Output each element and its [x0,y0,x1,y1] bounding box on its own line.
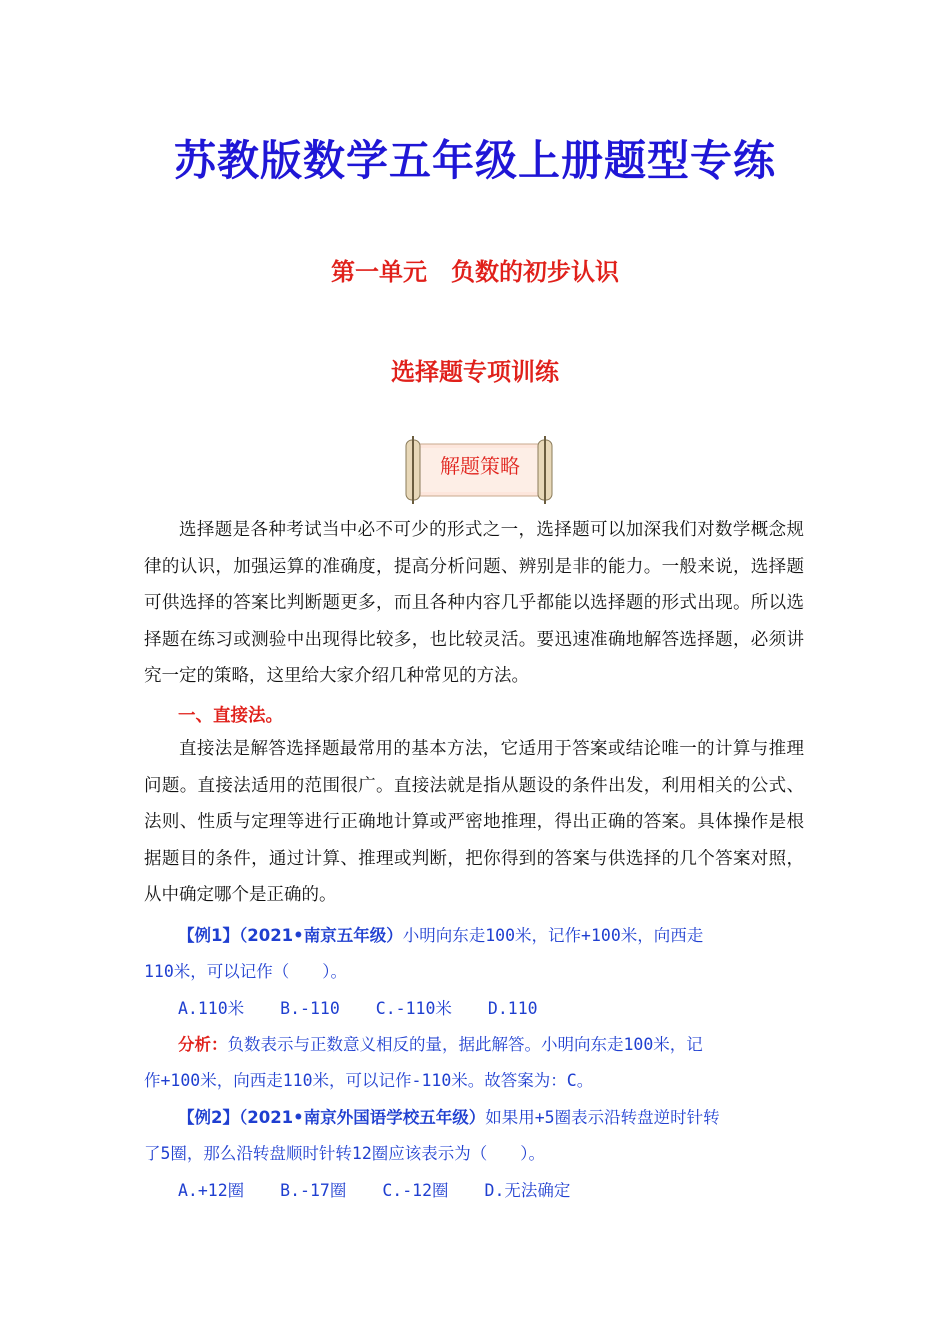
unit-heading: 第一单元 负数的初步认识 [331,258,619,286]
example1-analysis-line2: 作+100米，向西走110米，可以记作-110米。故答案为：C。 [144,1071,594,1090]
example2-option-a: A.+12圈 [178,1181,245,1200]
example2-question-text: 如果用+5圈表示沿转盘逆时针转 [485,1108,720,1127]
intro-paragraph [144,512,804,695]
method-text: 直接法是解答选择题最常用的基本方法，它适用于答案或结论唯一的计算与推理问题。直接法适用的范围很广。直接法就是指从题设的条件出发，利用相关的公式、法则、性质与定理等进行正确地计算或严密地推理，得出正确的答案。具体操作是根据题目的条件，通过计算、推理或判断，把你得到的答案与供选择的几个答案对照，从中确定哪个是正确的。 [144,739,804,905]
section-subtitle: 选择题专项训练 [391,358,559,386]
example2-label: 【例2】 [178,1108,239,1127]
example1-source: （2021•南京五年级） [238,926,403,945]
method-paragraph [144,731,804,914]
example2-question-line2: 了5圈，那么沿转盘顺时针转12圈应该表示为（ ）。 [144,1144,546,1163]
analysis-text-1: 负数表示与正数意义相反的量，据此解答。小明向东走100米，记 [227,1035,703,1054]
example2-option-c: C.-12圈 [382,1181,449,1200]
example1-question-text: 小明向东走100米，记作+100米，向西走 [402,926,704,945]
example2-option-b: B.-17圈 [280,1181,347,1200]
example1-option-c: C.-110米 [375,999,452,1018]
example1-option-b: B.-110 [280,999,340,1018]
method-heading: 一、直接法。 [178,706,283,726]
example2-source: （2021•南京外国语学校五年级） [238,1108,486,1127]
analysis-label: 分析： [178,1035,228,1054]
example2-question-line1 [178,1104,838,1128]
example2-options [178,1177,838,1201]
strategy-scroll-banner [400,436,558,504]
example1-options [178,995,838,1019]
example1-question-line1 [178,922,838,946]
example1-label: 【例1】 [178,926,239,945]
banner-label: 解题策略 [440,454,520,478]
document-title: 苏教版数学五年级上册题型专练 [173,136,776,185]
example1-question-line2: 110米，可以记作（ ）。 [144,962,348,981]
example1-option-a: A.110米 [178,999,245,1018]
example1-option-d: D.110 [487,999,538,1018]
example1-analysis-line1 [178,1031,838,1055]
intro-text: 选择题是各种考试当中必不可少的形式之一，选择题可以加深我们对数学概念规律的认识，加强运算的准确度，提高分析问题、辨别是非的能力。一般来说，选择题可供选择的答案比判断题更多，而且各种内容几乎都能以选择题的形式出现。所以选择题在练习或测验中出现得比较多，也比较灵活。要迅速准确地解答选择题，必须讲究一定的策略，这里给大家介绍几种常见的方法。 [144,520,804,686]
example2-option-d: D.无法确定 [484,1181,571,1200]
